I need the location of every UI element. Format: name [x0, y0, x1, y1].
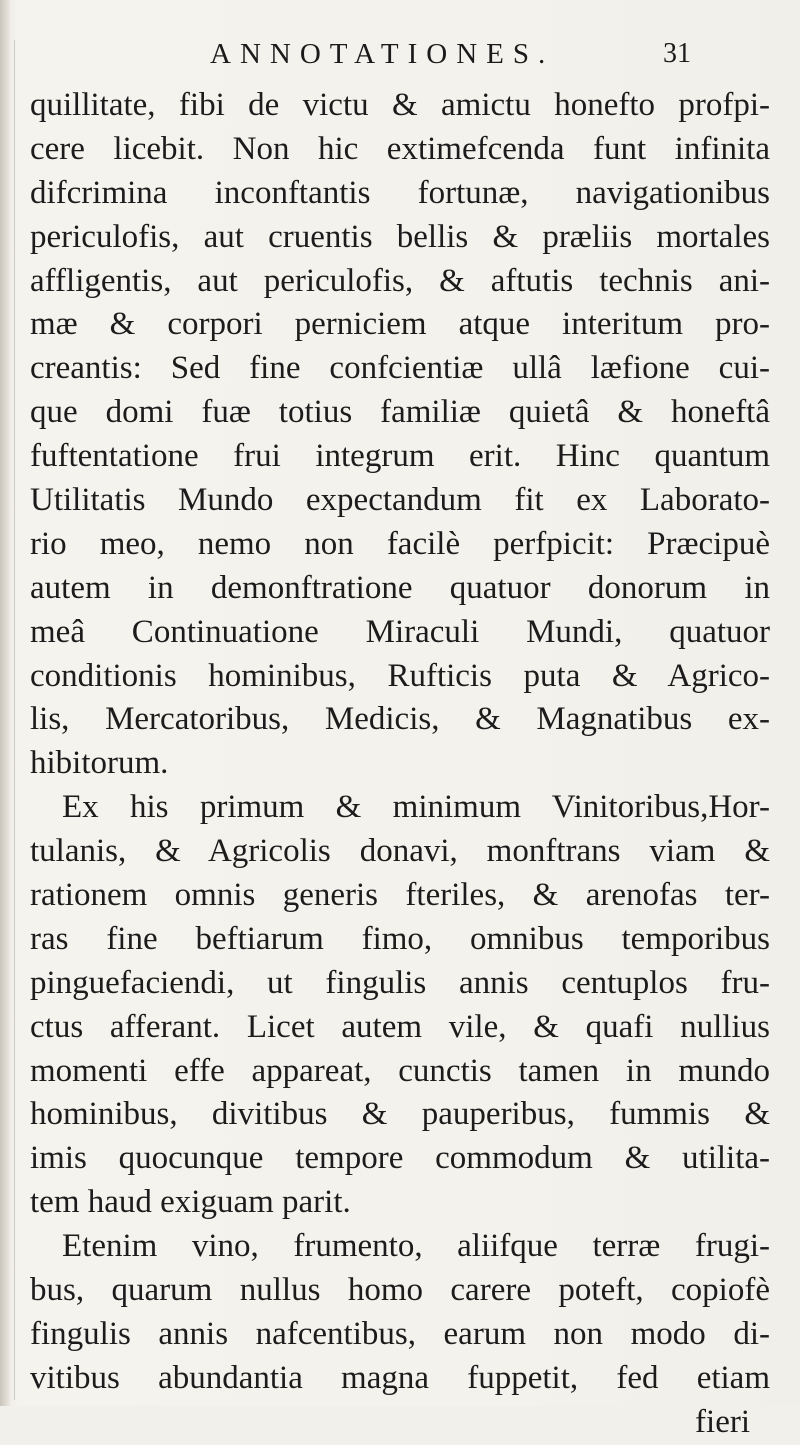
text-line: fuftentatione frui integrum erit. Hinc quantum: [30, 438, 770, 475]
text-line: fingulis annis nafcentibus, earum non modo di-: [30, 1315, 770, 1352]
text-line: tulanis, & Agricolis donavi, monftrans viam &: [30, 833, 770, 870]
page-header: [0, 38, 800, 78]
text-line: conditionis hominibus, Rufticis puta & Agrico-: [30, 657, 770, 694]
text-line-paragraph-start: Ex his primum & minimum Vinitoribus,Hor-: [62, 789, 770, 826]
text-line: bus, quarum nullus homo carere poteft, copiofè: [30, 1272, 770, 1309]
text-line: mæ & corpori perniciem atque interitum pro-: [30, 306, 770, 343]
text-line-paragraph-start: Etenim vino, frumento, aliifque terræ frugi-: [62, 1228, 770, 1265]
binding-gutter: [0, 0, 10, 1406]
text-line: pinguefaciendi, ut fingulis annis centuplos fru-: [30, 964, 770, 1001]
text-line: Utilitatis Mundo expectandum fit ex Laborato-: [30, 482, 770, 519]
text-line: lis, Mercatoribus, Medicis, & Magnatibus ex-: [30, 701, 770, 738]
text-line: ras fine beftiarum fimo, omnibus temporibus: [30, 920, 770, 957]
text-line: hominibus, divitibus & pauperibus, fummis &: [30, 1096, 770, 1133]
text-line: rationem omnis generis fteriles, & arenofas ter-: [30, 877, 770, 914]
running-title: ANNOTATIONES.: [210, 38, 555, 70]
text-line: periculofis, aut cruentis bellis & præliis mortales: [30, 218, 770, 255]
text-line: meâ Continuatione Miraculi Mundi, quatuor: [30, 613, 770, 650]
text-line: momenti effe appareat, cunctis tamen in mundo: [30, 1052, 770, 1089]
text-line-paragraph-end: tem haud exiguam parit.: [30, 1184, 351, 1221]
text-line: que domi fuæ totius familiæ quietâ & honeftâ: [30, 394, 770, 431]
text-line: creantis: Sed fine confcientiæ ullâ læfione cui-: [30, 350, 770, 387]
page-number: 31: [663, 38, 691, 69]
text-line: affligentis, aut periculofis, & aftutis technis ani-: [30, 262, 770, 299]
text-line: difcrimina inconftantis fortunæ, navigationibus: [30, 174, 770, 211]
text-line: vitibus abundantia magna fuppetit, fed etiam: [30, 1359, 770, 1396]
text-line: autem in demonftratione quatuor donorum in: [30, 569, 770, 606]
text-line: cere licebit. Non hic extimefcenda funt infinita: [30, 130, 770, 167]
text-line: rio meo, nemo non facilè perfpicit: Præcipuè: [30, 525, 770, 562]
text-line: ctus afferant. Licet autem vile, & quafi nullius: [30, 1008, 770, 1045]
margin-rule: [14, 40, 15, 1400]
catchword: fieri: [695, 1403, 750, 1440]
text-line-paragraph-end: hibitorum.: [30, 745, 169, 782]
body-text: [30, 84, 770, 1445]
text-line: imis quocunque tempore commodum & utilita-: [30, 1140, 770, 1177]
text-line: quillitate, fibi de victu & amictu honefto profpi-: [30, 87, 770, 123]
